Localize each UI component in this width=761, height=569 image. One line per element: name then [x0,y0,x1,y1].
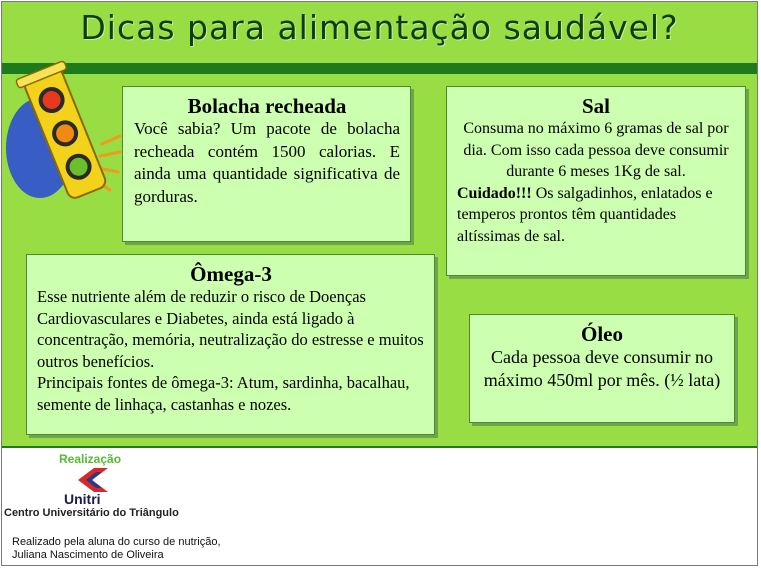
card-omega-sources: Principais fontes de ômega-3: Atum, sardinha, bacalhau, semente de linhaça, castanhas e nozes. [37,373,410,414]
card-omega-body: Esse nutriente além de reduzir o risco de Doenças Cardiovasculares e Diabetes, ainda está ligado à concentração, memória, neutralização do estresse e muitos outros benefícios. [37,287,424,371]
card-sal [446,86,746,276]
card-bolacha-title: Bolacha recheada [187,94,347,118]
card-omega-title: Ômega-3 [190,262,272,286]
card-oleo-title: Óleo [581,322,623,346]
card-sal-body: Consuma no máximo 6 gramas de sal por dia. Com isso cada pessoa deve consumir durante 6 meses 1Kg de sal. [463,120,729,180]
credit-line-1: Realizado pela aluna do curso de nutrição, [12,536,221,548]
card-oleo-body: Cada pessoa deve consumir no máximo 450ml por mês. (½ lata) [483,347,721,390]
footer-divider [2,446,757,448]
card-sal-warning-label: Cuidado!!! [457,184,532,202]
realizacao-label: Realização [59,452,122,466]
card-bolacha [122,86,411,242]
card-oleo [469,314,735,423]
poster-title: Dicas para alimentação saudável? [80,8,679,47]
traffic-light-icon [4,56,126,206]
card-sal-warning [457,183,735,248]
card-omega [26,254,435,435]
card-bolacha-body: Você sabia? Um pacote de bolacha recheada contém 1500 calorias. E ainda uma quantidade significativa de gorduras. [134,119,400,206]
unitri-chevron-icon [74,468,108,492]
poster [1,1,758,566]
credit-line-2: Juliana Nascimento de Oliveira [12,549,164,561]
credit-block [12,536,221,562]
institution-name: Centro Universitário do Triângulo [4,507,179,519]
card-sal-title: Sal [581,94,610,118]
card-sal-warning-text: Os salgadinhos, enlatados e temperos prontos têm quantidades altíssimas de sal. [457,184,713,245]
logo-wordmark: Unitri [64,491,101,507]
